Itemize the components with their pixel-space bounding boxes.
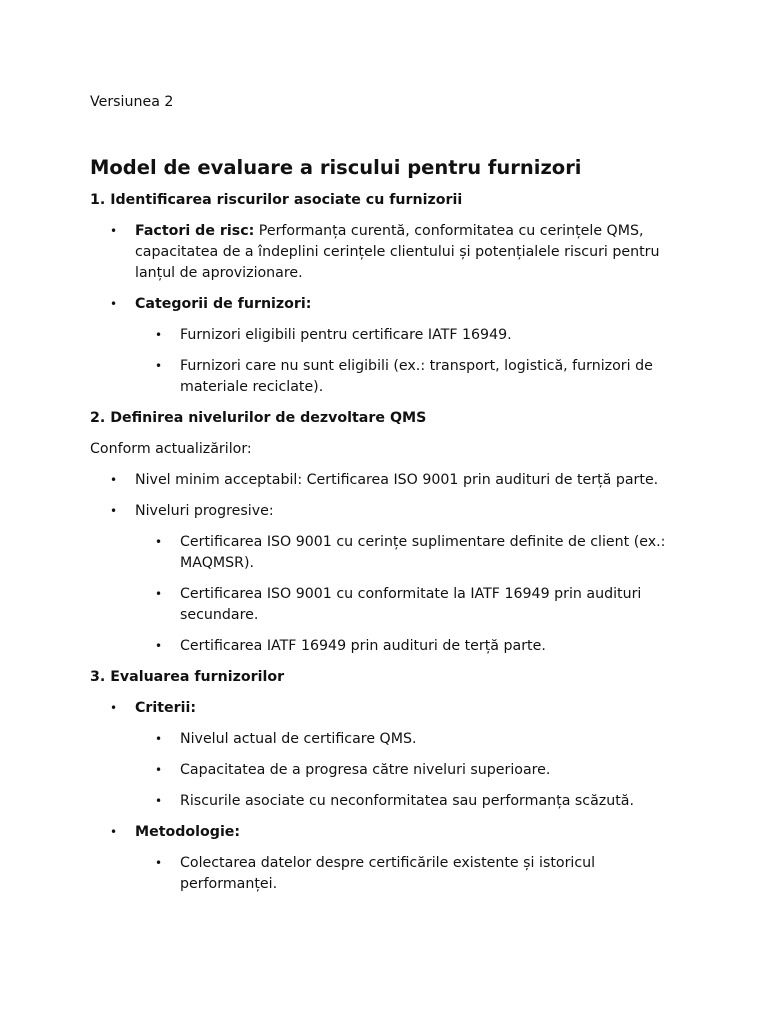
- item-text: Niveluri progresive:: [135, 503, 274, 519]
- sublist-item: [135, 532, 690, 574]
- item-text: Nivel minim acceptabil: Certificarea ISO 9001 prin audituri de terță parte.: [135, 472, 659, 488]
- bullet-icon: •: [110, 504, 118, 518]
- bullet-icon: •: [155, 359, 163, 373]
- sublist-item-text: Furnizori care nu sunt eligibili (ex.: transport, logistică, furnizori de materiale reciclate).: [180, 358, 653, 395]
- sublist-item-text: Certificarea IATF 16949 prin audituri de terță parte.: [180, 638, 546, 654]
- bullet-icon: •: [155, 763, 163, 777]
- list-item-criteria: [90, 698, 690, 812]
- sublist-item: [135, 356, 690, 398]
- sublist-item-text: Certificarea ISO 9001 cu cerințe suplimentare definite de client (ex.: MAQMSR).: [180, 534, 666, 571]
- item-text: Performanța curentă, conformitatea cu cerințele QMS, capacitatea de a îndeplini cerințele clientului și potențialele riscuri pentru lanțul de aprovizionare.: [135, 223, 660, 281]
- sublist: [135, 853, 690, 895]
- sublist-item: [135, 325, 690, 346]
- item-label: Categorii de furnizori:: [135, 296, 312, 312]
- bullet-icon: •: [155, 856, 163, 870]
- sublist-item-text: Riscurile asociate cu neconformitatea sau performanța scăzută.: [180, 793, 634, 809]
- bullet-icon: •: [110, 224, 118, 238]
- sublist-item-text: Certificarea ISO 9001 cu conformitate la IATF 16949 prin audituri secundare.: [180, 586, 642, 623]
- sublist-item: [135, 853, 690, 895]
- sublist-item-text: Nivelul actual de certificare QMS.: [180, 731, 417, 747]
- sublist: [135, 325, 690, 398]
- sublist-item: [135, 791, 690, 812]
- sublist-item: [135, 729, 690, 750]
- section-1-list: [90, 221, 690, 398]
- bullet-icon: •: [110, 825, 118, 839]
- sublist: [135, 729, 690, 812]
- sublist-item: [135, 760, 690, 781]
- section-2-intro: Conform actualizărilor:: [90, 441, 252, 457]
- section-heading-3: 3. Evaluarea furnizorilor: [90, 669, 285, 685]
- item-label: Metodologie:: [135, 824, 241, 840]
- item-label: Factori de risc:: [135, 223, 255, 239]
- bullet-icon: •: [110, 473, 118, 487]
- sublist-item: [135, 584, 690, 626]
- list-item-minimum-level: [90, 470, 690, 491]
- bullet-icon: •: [155, 535, 163, 549]
- item-label: Criterii:: [135, 700, 197, 716]
- bullet-icon: •: [155, 732, 163, 746]
- list-item-progressive-levels: [90, 501, 690, 657]
- section-2-list: [90, 470, 690, 657]
- bullet-icon: •: [110, 701, 118, 715]
- sublist: [135, 532, 690, 657]
- document-page: [90, 92, 690, 895]
- section-heading-1: 1. Identificarea riscurilor asociate cu furnizorii: [90, 192, 463, 208]
- sublist-item-text: Capacitatea de a progresa către niveluri superioare.: [180, 762, 551, 778]
- list-item-risk-factors: [90, 221, 690, 284]
- bullet-icon: •: [155, 587, 163, 601]
- list-item-supplier-categories: [90, 294, 690, 398]
- version-label: Versiunea 2: [90, 94, 174, 110]
- bullet-icon: •: [155, 328, 163, 342]
- bullet-icon: •: [155, 639, 163, 653]
- section-heading-2: 2. Definirea nivelurilor de dezvoltare QMS: [90, 410, 427, 426]
- list-item-methodology: [90, 822, 690, 895]
- section-3-list: [90, 698, 690, 895]
- bullet-icon: •: [155, 794, 163, 808]
- sublist-item-text: Colectarea datelor despre certificările existente și istoricul performanței.: [180, 855, 596, 892]
- sublist-item-text: Furnizori eligibili pentru certificare IATF 16949.: [180, 327, 512, 343]
- bullet-icon: •: [110, 297, 118, 311]
- document-title: Model de evaluare a riscului pentru furnizori: [90, 156, 582, 179]
- sublist-item: [135, 636, 690, 657]
